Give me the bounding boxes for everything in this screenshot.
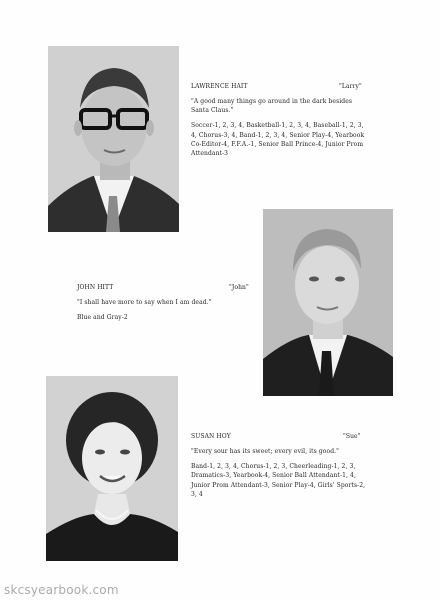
portrait-lawrence-hait [48,46,179,232]
student-quote: "Every sour has its sweet; every evil, its good." [191,448,340,455]
student-nickname: "Larry" [339,83,362,90]
portrait-susan-hoy [46,376,178,561]
entry-john-hitt [77,283,257,322]
portrait-john-hitt [263,209,393,396]
student-name: SUSAN HOY [191,433,231,440]
student-activities: Blue and Gray-2 [77,314,128,322]
entry-lawrence-hait [191,82,366,158]
student-quote: "I shall have more to say when I am dead." [77,299,212,306]
student-quote: "A good many things go around in the dark besides Santa Claus." [191,98,353,115]
student-nickname: "Sue" [343,433,361,440]
name-row [191,82,366,91]
student-activities: Soccer-1, 2, 3, 4, Basketball-1, 2, 3, 4, Baseball-1, 2, 3, 4, Chorus-3, 4, Band-1, 2, 3, 4, Senior Play-4, Yearbook Co-Editor-4, F.F.A.-1, Senior Ball Prince-4, Junior Prom Attendant-3 [191,122,365,158]
student-name: LAWRENCE HAIT [191,83,248,90]
entry-susan-hoy [191,432,368,499]
student-nickname: "John" [229,284,249,291]
name-row [77,283,257,292]
site-watermark: skcsyearbook.com [4,583,119,597]
student-name: JOHN HITT [77,284,114,291]
student-activities: Band-1, 2, 3, 4, Chorus-1, 2, 3, Cheerleading-1, 2, 3, Dramatics-3, Yearbook-4, Senior Ball Attendant-1, 4, Junior Prom Attendant-3, Senior Play-4, Girls' Sports-2, 3, 4 [191,463,366,498]
name-row [191,432,368,441]
